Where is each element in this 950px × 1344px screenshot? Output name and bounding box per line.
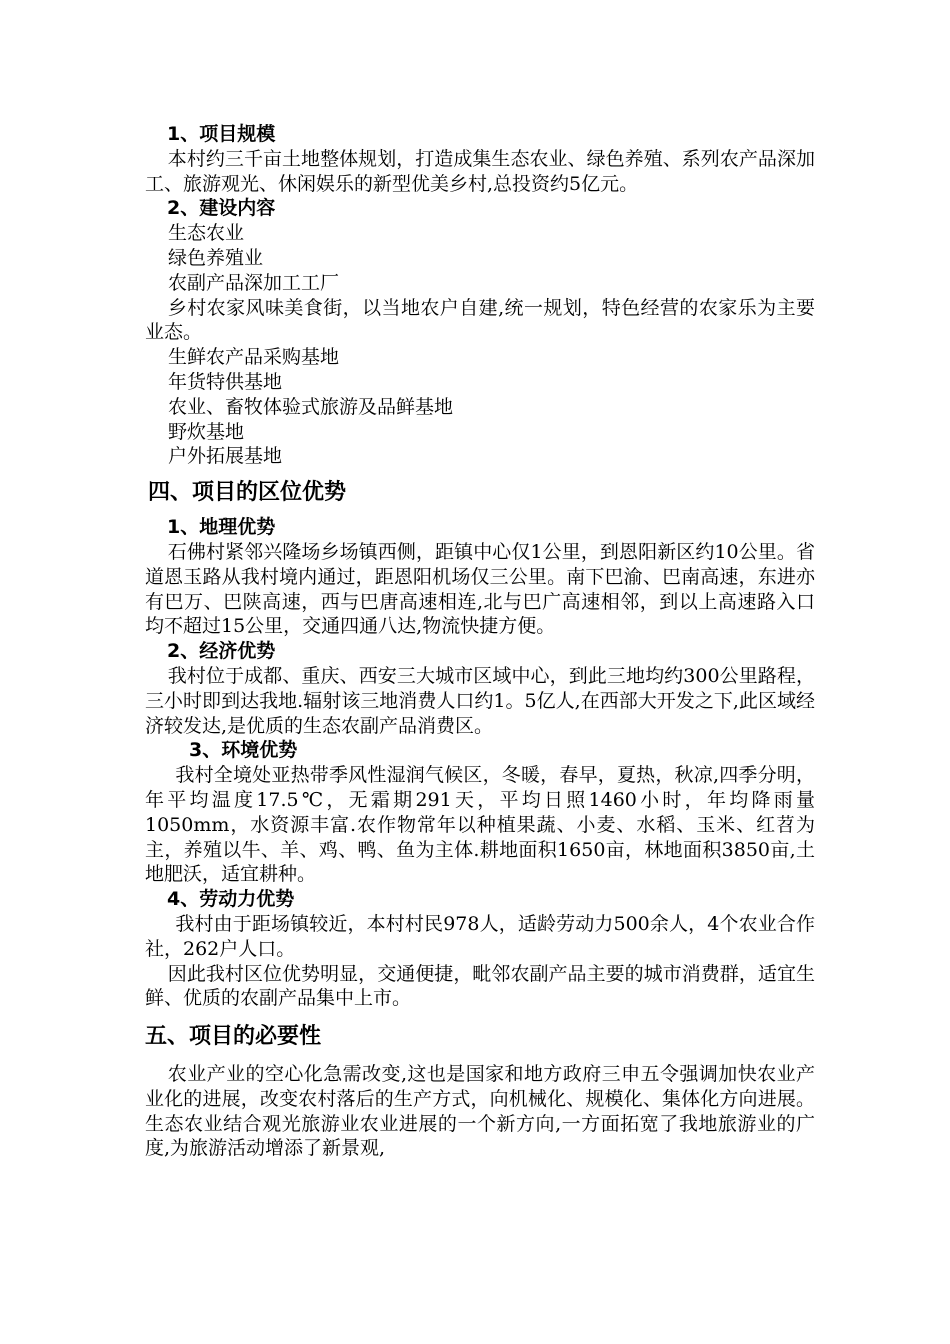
paragraph-project-necessity: 农业产业的空心化急需改变,这也是国家和地方政府三申五令强调加快农业产业化的进展，改变农村落后的生产方式，向机械化、规模化、集体化方向进展。生态农业结合观光旅游业农业进展的一个新方向,一方面拓宽了我地旅游业的广度,为旅游活动增添了新景观, [145, 1063, 815, 1160]
document-body [145, 122, 815, 1161]
list-item: 野炊基地 [168, 420, 245, 443]
list-item: 年货特供基地 [168, 370, 283, 393]
list-item: 农副产品深加工工厂 [168, 271, 340, 294]
section-title-location-advantages: 四、项目的区位优势 [148, 480, 347, 506]
list-item: 生态农业 [168, 222, 245, 245]
subheading-project-scale: 1、项目规模 [167, 123, 276, 145]
subheading-labor-advantage: 4、劳动力优势 [167, 888, 295, 911]
subheading-geographic-advantage: 1、地理优势 [167, 516, 276, 539]
list-item: 生鲜农产品采购基地 [168, 346, 340, 369]
section-title-project-necessity: 五、项目的必要性 [145, 1024, 322, 1050]
paragraph-location-summary: 因此我村区位优势明显，交通便捷，毗邻农副产品主要的城市消费群，适宜生鲜、优质的农副产品集中上市。 [145, 962, 815, 1010]
list-item: 绿色养殖业 [168, 246, 264, 269]
subheading-construction-content: 2、建设内容 [167, 197, 276, 220]
subheading-environmental-advantage: 3、环境优势 [189, 739, 298, 762]
paragraph-economic-advantage: 我村位于成都、重庆、西安三大城市区域中心，到此三地均约300公里路程，三小时即到达我地.辐射该三地消费人口约1。5亿人,在西部大开发之下,此区域经济较发达,是优质的生态农副产品消费区。 [145, 664, 815, 737]
paragraph-project-scale: 本村约三千亩土地整体规划，打造成集生态农业、绿色养殖、系列农产品深加工、旅游观光、休闲娱乐的新型优美乡村,总投资约5亿元。 [145, 147, 815, 195]
list-item: 乡村农家风味美食街，以当地农户自建,统一规划，特色经营的农家乐为主要业态。 [145, 296, 815, 344]
subheading-economic-advantage: 2、经济优势 [167, 640, 276, 663]
list-item: 农业、畜牧体验式旅游及品鲜基地 [168, 395, 454, 418]
paragraph-environmental-advantage: 我村全境处亚热带季风性湿润气候区，冬暖，春早，夏热，秋凉,四季分明，年平均温度17.5℃，无霜期291天，平均日照1460小时，年均降雨量1050mm，水资源丰富.农作物常年以种植果蔬、小麦、水稻、玉米、红苕为主，养殖以牛、羊、鸡、鸭、鱼为主体.耕地面积1650亩，林地面积3850亩,土地肥沃，适宜耕种。 [145, 764, 815, 886]
paragraph-labor-advantage: 我村由于距场镇较近，本村村民978人，适龄劳动力500余人，4个农业合作社，262户人口。 [145, 912, 815, 960]
list-item: 户外拓展基地 [168, 445, 283, 468]
paragraph-geographic-advantage: 石佛村紧邻兴隆场乡场镇西侧，距镇中心仅1公里，到恩阳新区约10公里。省道恩玉路从我村境内通过，距恩阳机场仅三公里。南下巴渝、巴南高速，东进亦有巴万、巴陕高速，西与巴唐高速相连,北与巴广高速相邻，到以上高速路入口均不超过15公里，交通四通八达,物流快捷方便。 [145, 540, 815, 638]
